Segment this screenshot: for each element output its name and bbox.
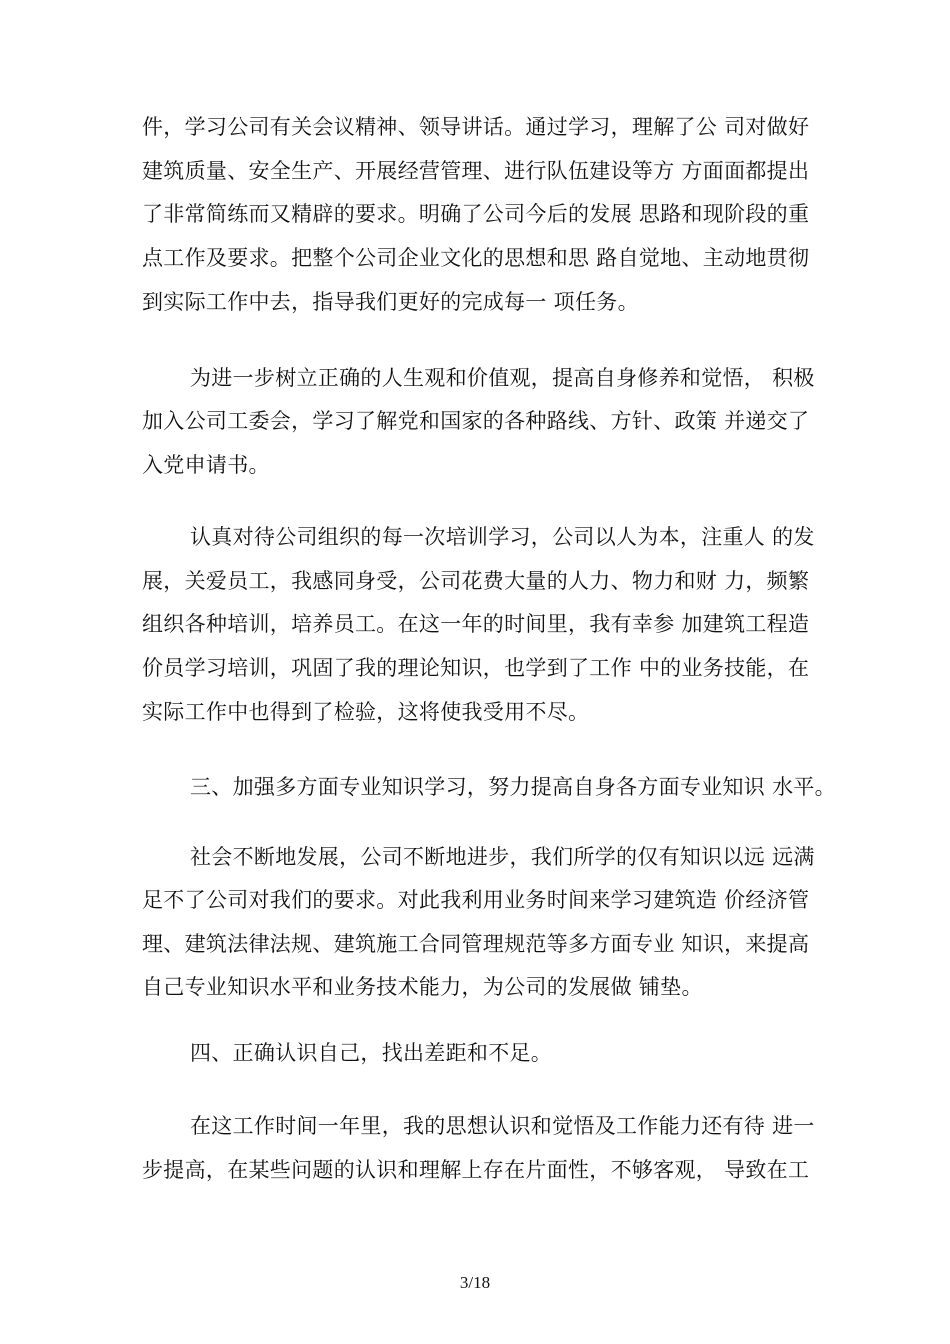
paragraph-5-line-2: 足不了公司对我们的要求。对此我利用业务时间来学习建筑造 价经济管 <box>142 888 810 912</box>
section-heading-4: 四、正确认识自己，找出差距和不足。 <box>190 1041 553 1065</box>
paragraph-3-line-4: 价员学习培训，巩固了我的理论知识，也学到了工作 中的业务技能，在 <box>142 656 810 680</box>
paragraph-1-line-4: 点工作及要求。把整个公司企业文化的思想和思 路自觉地、主动地贯彻 <box>142 246 810 270</box>
paragraph-2-line-3: 入党申请书。 <box>142 453 270 477</box>
paragraph-7-line-1: 在这工作时间一年里，我的思想认识和觉悟及工作能力还有待 进一 <box>190 1114 815 1138</box>
paragraph-2-line-2: 加入公司工委会，学习了解党和国家的各种路线、方针、政策 并递交了 <box>142 409 810 433</box>
paragraph-3-line-5: 实际工作中也得到了检验，这将使我受用不尽。 <box>142 700 590 724</box>
paragraph-3-line-1: 认真对待公司组织的每一次培训学习，公司以人为本，注重人 的发 <box>190 525 815 549</box>
paragraph-5-line-1: 社会不断地发展，公司不断地进步，我们所学的仅有知识以远 远满 <box>190 845 815 869</box>
paragraph-1-line-5: 到实际工作中去，指导我们更好的完成每一 项任务。 <box>142 290 639 314</box>
paragraph-2-line-1: 为进一步树立正确的人生观和价值观，提高自身修养和觉悟， 积极 <box>190 366 815 390</box>
page-number: 3/18 <box>459 1273 491 1292</box>
paragraph-1-line-1: 件，学习公司有关会议精神、领导讲话。通过学习，理解了公 司对做好 <box>142 115 810 139</box>
paragraph-1-line-2: 建筑质量、安全生产、开展经营管理、进行队伍建设等方 方面面都提出 <box>142 159 810 183</box>
paragraph-3-line-3: 组织各种培训，培养员工。在这一年的时间里，我有幸参 加建筑工程造 <box>142 612 810 636</box>
paragraph-5-line-4: 自己专业知识水平和业务技术能力，为公司的发展做 铺垫。 <box>142 975 703 999</box>
paragraph-7-line-2: 步提高，在某些问题的认识和理解上存在片面性，不够客观， 导致在工 <box>142 1158 810 1182</box>
paragraph-5-line-3: 理、建筑法律法规、建筑施工合同管理规范等多方面专业 知识，来提高 <box>142 932 810 956</box>
paragraph-3-line-2: 展，关爱员工，我感同身受，公司花费大量的人力、物力和财 力，频繁 <box>142 569 810 593</box>
section-heading-3: 三、加强多方面专业知识学习，努力提高自身各方面专业知识 水平。 <box>190 775 836 799</box>
paragraph-1-line-3: 了非常简练而又精辟的要求。明确了公司今后的发展 思路和现阶段的重 <box>142 202 810 226</box>
